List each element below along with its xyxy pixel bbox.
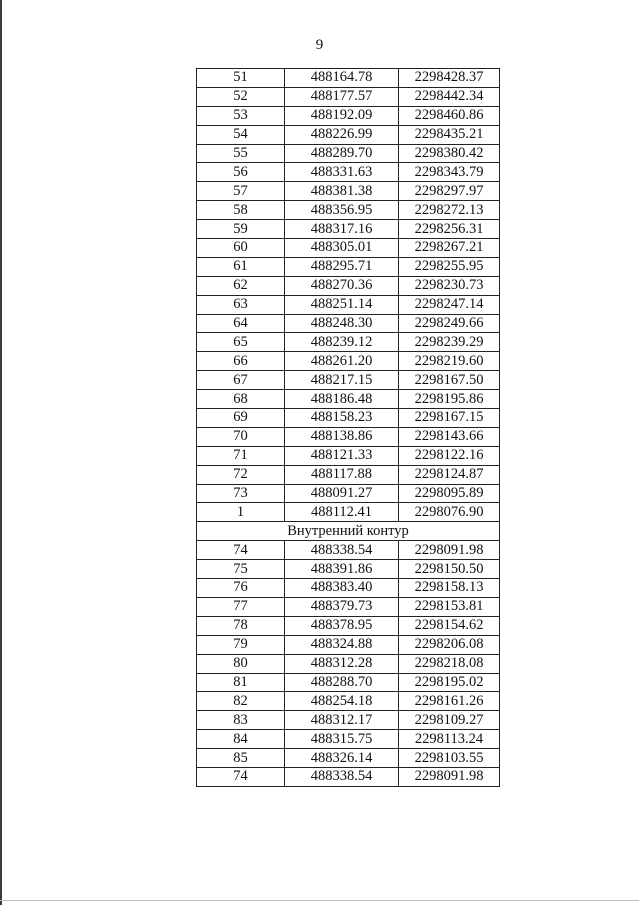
y-coordinate-cell: 2298460.86 [399,106,500,125]
y-coordinate-cell: 2298195.02 [399,673,500,692]
x-coordinate-cell: 488091.27 [285,484,399,503]
point-number-cell: 57 [197,182,285,201]
point-number-cell: 72 [197,465,285,484]
x-coordinate-cell: 488248.30 [285,314,399,333]
y-coordinate-cell: 2298230.73 [399,276,500,295]
point-number-cell: 66 [197,352,285,371]
table-row [197,560,500,579]
y-coordinate-cell: 2298167.15 [399,409,500,428]
table-row [197,276,500,295]
x-coordinate-cell: 488261.20 [285,352,399,371]
table-row [197,220,500,239]
x-coordinate-cell: 488289.70 [285,144,399,163]
section-label: Внутренний контур [197,522,500,541]
point-number-cell: 73 [197,484,285,503]
x-coordinate-cell: 488117.88 [285,465,399,484]
table-row [197,371,500,390]
x-coordinate-cell: 488338.54 [285,541,399,560]
x-coordinate-cell: 488391.86 [285,560,399,579]
point-number-cell: 85 [197,749,285,768]
table-row [197,69,500,88]
table-row [197,201,500,220]
x-coordinate-cell: 488305.01 [285,239,399,258]
y-coordinate-cell: 2298095.89 [399,484,500,503]
x-coordinate-cell: 488295.71 [285,257,399,276]
y-coordinate-cell: 2298256.31 [399,220,500,239]
y-coordinate-cell: 2298267.21 [399,239,500,258]
x-coordinate-cell: 488251.14 [285,295,399,314]
point-number-cell: 62 [197,276,285,295]
point-number-cell: 76 [197,579,285,598]
x-coordinate-cell: 488226.99 [285,125,399,144]
y-coordinate-cell: 2298122.16 [399,446,500,465]
table-row [197,616,500,635]
table-row [197,749,500,768]
x-coordinate-cell: 488326.14 [285,749,399,768]
point-number-cell: 55 [197,144,285,163]
table-row [197,597,500,616]
y-coordinate-cell: 2298255.95 [399,257,500,276]
x-coordinate-cell: 488381.38 [285,182,399,201]
y-coordinate-cell: 2298239.29 [399,333,500,352]
table-row [197,239,500,258]
point-number-cell: 69 [197,409,285,428]
table-row [197,144,500,163]
y-coordinate-cell: 2298153.81 [399,597,500,616]
point-number-cell: 71 [197,446,285,465]
x-coordinate-cell: 488288.70 [285,673,399,692]
point-number-cell: 56 [197,163,285,182]
y-coordinate-cell: 2298249.66 [399,314,500,333]
x-coordinate-cell: 488378.95 [285,616,399,635]
point-number-cell: 1 [197,503,285,522]
table-row [197,333,500,352]
point-number-cell: 64 [197,314,285,333]
point-number-cell: 84 [197,730,285,749]
table-row [197,654,500,673]
table-row [197,446,500,465]
page-left-edge [0,0,2,905]
table-row [197,182,500,201]
table-row [197,635,500,654]
x-coordinate-cell: 488324.88 [285,635,399,654]
point-number-cell: 65 [197,333,285,352]
x-coordinate-cell: 488164.78 [285,69,399,88]
point-number-cell: 61 [197,257,285,276]
table-row [197,125,500,144]
point-number-cell: 58 [197,201,285,220]
y-coordinate-cell: 2298143.66 [399,427,500,446]
y-coordinate-cell: 2298091.98 [399,541,500,560]
x-coordinate-cell: 488112.41 [285,503,399,522]
x-coordinate-cell: 488379.73 [285,597,399,616]
y-coordinate-cell: 2298076.90 [399,503,500,522]
table-row [197,541,500,560]
x-coordinate-cell: 488158.23 [285,409,399,428]
table-row [197,314,500,333]
point-number-cell: 75 [197,560,285,579]
point-number-cell: 78 [197,616,285,635]
point-number-cell: 67 [197,371,285,390]
y-coordinate-cell: 2298167.50 [399,371,500,390]
table-row [197,503,500,522]
table-row [197,692,500,711]
point-number-cell: 80 [197,654,285,673]
y-coordinate-cell: 2298091.98 [399,767,500,786]
x-coordinate-cell: 488270.36 [285,276,399,295]
coordinates-table [196,68,500,787]
y-coordinate-cell: 2298428.37 [399,69,500,88]
point-number-cell: 51 [197,69,285,88]
point-number-cell: 53 [197,106,285,125]
page-bottom-edge [0,900,639,901]
x-coordinate-cell: 488331.63 [285,163,399,182]
table-row [197,673,500,692]
x-coordinate-cell: 488315.75 [285,730,399,749]
y-coordinate-cell: 2298297.97 [399,182,500,201]
y-coordinate-cell: 2298219.60 [399,352,500,371]
point-number-cell: 77 [197,597,285,616]
y-coordinate-cell: 2298195.86 [399,390,500,409]
table-row [197,352,500,371]
table-row [197,87,500,106]
y-coordinate-cell: 2298435.21 [399,125,500,144]
x-coordinate-cell: 488356.95 [285,201,399,220]
point-number-cell: 81 [197,673,285,692]
x-coordinate-cell: 488338.54 [285,767,399,786]
point-number-cell: 74 [197,541,285,560]
y-coordinate-cell: 2298158.13 [399,579,500,598]
point-number-cell: 70 [197,427,285,446]
point-number-cell: 83 [197,711,285,730]
table-row [197,465,500,484]
table-row [197,295,500,314]
x-coordinate-cell: 488312.17 [285,711,399,730]
table-row [197,484,500,503]
y-coordinate-cell: 2298380.42 [399,144,500,163]
table-row [197,711,500,730]
x-coordinate-cell: 488239.12 [285,333,399,352]
point-number-cell: 82 [197,692,285,711]
table-row [197,163,500,182]
y-coordinate-cell: 2298272.13 [399,201,500,220]
x-coordinate-cell: 488217.15 [285,371,399,390]
table-row [197,730,500,749]
x-coordinate-cell: 488138.86 [285,427,399,446]
table-row [197,409,500,428]
y-coordinate-cell: 2298113.24 [399,730,500,749]
y-coordinate-cell: 2298343.79 [399,163,500,182]
point-number-cell: 68 [197,390,285,409]
page-number: 9 [315,37,324,53]
point-number-cell: 74 [197,767,285,786]
point-number-cell: 63 [197,295,285,314]
x-coordinate-cell: 488186.48 [285,390,399,409]
point-number-cell: 59 [197,220,285,239]
x-coordinate-cell: 488383.40 [285,579,399,598]
y-coordinate-cell: 2298150.50 [399,560,500,579]
y-coordinate-cell: 2298109.27 [399,711,500,730]
table-row [197,106,500,125]
x-coordinate-cell: 488177.57 [285,87,399,106]
y-coordinate-cell: 2298161.26 [399,692,500,711]
y-coordinate-cell: 2298103.55 [399,749,500,768]
x-coordinate-cell: 488121.33 [285,446,399,465]
table-row [197,257,500,276]
x-coordinate-cell: 488192.09 [285,106,399,125]
coordinates-table-body [197,69,500,787]
y-coordinate-cell: 2298206.08 [399,635,500,654]
point-number-cell: 60 [197,239,285,258]
y-coordinate-cell: 2298124.87 [399,465,500,484]
point-number-cell: 54 [197,125,285,144]
point-number-cell: 52 [197,87,285,106]
y-coordinate-cell: 2298154.62 [399,616,500,635]
table-row [197,427,500,446]
y-coordinate-cell: 2298442.34 [399,87,500,106]
section-row [197,522,500,541]
x-coordinate-cell: 488254.18 [285,692,399,711]
table-row [197,390,500,409]
table-row [197,579,500,598]
x-coordinate-cell: 488312.28 [285,654,399,673]
x-coordinate-cell: 488317.16 [285,220,399,239]
y-coordinate-cell: 2298218.08 [399,654,500,673]
point-number-cell: 79 [197,635,285,654]
table-row [197,767,500,786]
y-coordinate-cell: 2298247.14 [399,295,500,314]
